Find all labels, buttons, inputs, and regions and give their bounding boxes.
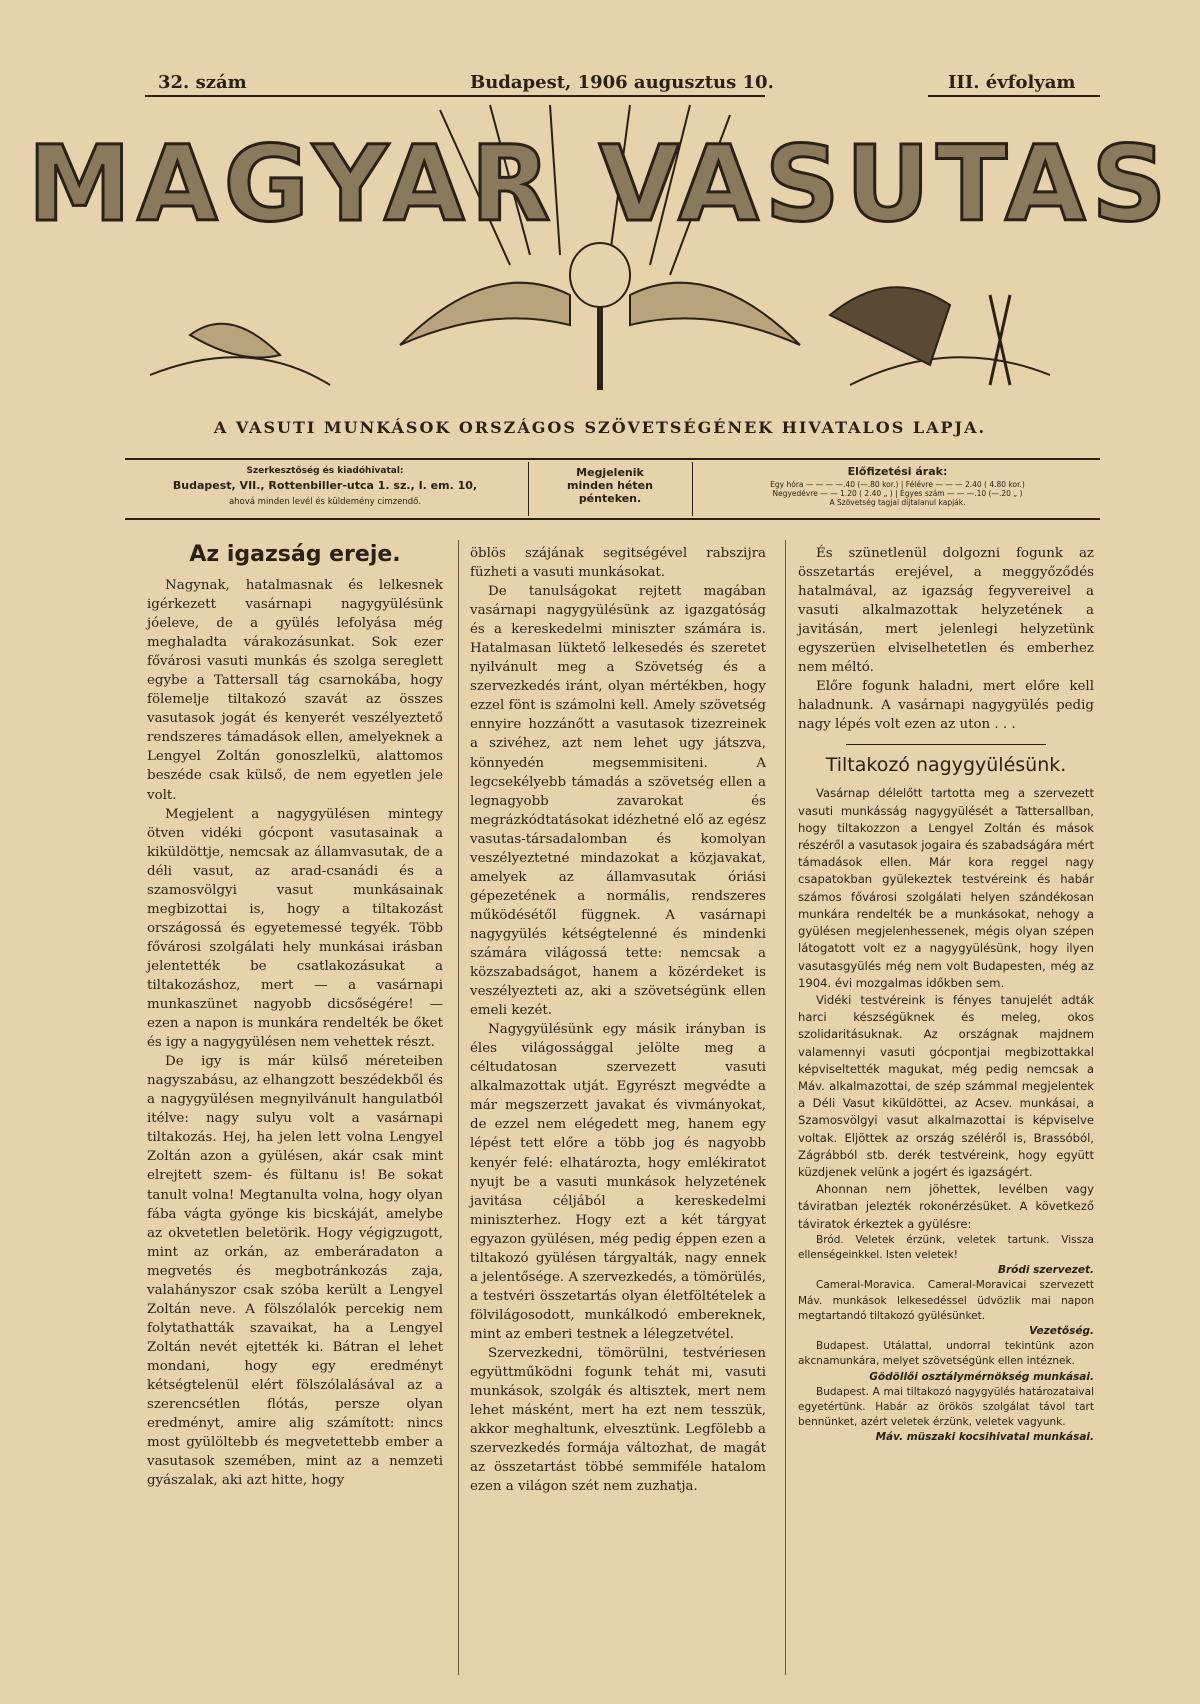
editorial-label: Szerkesztőség és kiadóhivatal: [246, 466, 404, 476]
telegram-list [798, 1233, 1094, 1446]
col3-paragraph-1: És szünetlenül dolgozni fogunk az összetartás erejével, a meggyőződés hatalmával, az igazság fegyvereivel a vasuti alkalmazottak helyzetének a javitásán, mert jelenlegi helyzetünk egyszerüen elviselhetetlen és emberhez nem méltó. [798, 546, 1094, 676]
telegram-budapest-1: Budapest. Utálattal, undorral tekintünk azon akcnamunkára, melyet szövetségünk ellen intéznek. [798, 1340, 1094, 1368]
article-heading-igazsag: Az igazság ereje. [189, 542, 401, 567]
masthead-logo [27, 105, 1173, 405]
telegram-budapest-1-signature: Gödöllői osztálymérnökség munkásai. [869, 1370, 1094, 1383]
col1-paragraph-2: Megjelent a nagygyülésen mintegy ötven vidéki gócpont vasutasainak a kiküldöttje, nemcsak az államvasutak, de a déli vasut, az arad-csanádi és a szamosvölgyi vasut munkásainak megbizottai is, hogy a tiltakozást országossá és egyetemessé tegyék. Több fővárosi szolgálati hely munkásai irásban jelentették be csatlakozásukat a tiltakozáshoz, mert — a vasárnapi munkaszünet nagyobb dicsőségére! — ezen a napon is munkára rendelték be őket és igy a nagygyülésen nem vehettek részt. [147, 806, 443, 1051]
editorial-info [125, 462, 525, 514]
publish-line-3: pénteken. [578, 492, 642, 505]
col2-paragraph-1: öblös szájának segitségével rabszijra füzheti a vasuti munkásokat. [470, 546, 766, 581]
editorial-note: ahová minden levél és küldemény cimzendő. [228, 497, 422, 507]
subscription-title: Előfizetési árak: [847, 465, 948, 478]
article-heading-tiltakozo: Tiltakozó nagygyülésünk. [825, 754, 1067, 777]
col2-paragraph-3: Nagygyülésünk egy másik irányban is éles világossággal jelölte meg a céltudatosan szervezett vasuti alkalmazottak utját. Egyrészt megvédte a már megszerzett javakat és vivmányokat, de ezzel nem elégedett meg, hanem egy lépést tett előre a több jog és nagyobb kenyér felé: elhatározta, hogy emlékiratot nyujt be a vasuti munkások helyzetének javitása céljából a kereskedelmi miniszterhez. Hogy ezt a két tárgyat egyazon gyülésen, még pedig éppen ezen a tiltakozó gyülésen tárgyalták, nagy ennek a jelentősége. A szervezkedés, a tömörülés, a testvéri összetartás olyan életföltételek a fölvilágosodott, munkálkodó embereknek, mint az emberi testnek a lélegzetvétel. [470, 1022, 766, 1342]
editorial-address: Budapest, VII., Rottenbiller-utca 1. sz., I. em. 10, [172, 479, 478, 492]
col1-paragraph-3: De igy is már külső méreteiben nagyszabásu, az elhangzott beszédekből és a nagygyülésen megnyilvánult hangulatból itélve: nagy sulyu volt a vasárnapi tiltakozás. Hej, ha jelen lett volna Lengyel Zoltán azon a gyülésen, akár csak mint elrejtett szem- és fültanu is! Be sokat tanult volna! Megtanulta volna, hogy olyan fába vágta gyönge kis bicskáját, amelybe az okvetetlen beletörik. Hogy végigzugott, mint az orkán, az emberáradaton a megvetés és megbotránkozás zaja, valahányszor csak szóba került a Lengyel Zoltán neve. A fölszólalók percekig nem folytathatták szavaikat, ha a Lengyel Zoltán nevét ejtették ki. Bátran el lehet mondani, hogy egy eredményt kétségtelenül elért fölszólalásával az a szerencsétlen flótás, persze olyan eredményt, amire alig számított: nincs most gyülöltebb és megvetettebb ember a vasutasok szemében, mint az a nemzeti gyászalak, aki azt hitte, hogy [147, 1054, 443, 1489]
infobox-bottom-rule [125, 518, 1100, 520]
header-rule-right [928, 95, 1100, 97]
issue-number: 32. szám [158, 72, 247, 93]
col3-paragraph-3: Vasárnap délelőtt tartotta meg a szervezett vasuti munkásság nagygyülését a Tattersallban, hogy tiltakozzon a Lengyel Zoltán és mások részéről a vasutasok jogaira és szabadságára mért támadások ellen. Már kora reggel nagy csapatokban gyülekeztek testvéreink és habár számos fővárosi szolgálati helyen szándékosan munkára rendelték be a munkásokat, nehogy a gyülésen megjelenhessenek, mégis olyan szépen látogatott volt ez a nagygyülésünk, hogy ilyen vasutasgyülés még nem volt Budapesten, még az 1904. évi mozgalmas időkben sem. [798, 786, 1094, 990]
subscription-row-1: Egy hóra — — — —.40 (—.80 kor.) | Félévre — — — 2.40 ( 4.80 kor.) [770, 480, 1025, 489]
publish-line-2: minden héten [567, 479, 653, 492]
column-1 [147, 540, 443, 1490]
subscription-note: A Szövetség tagjai díjtalanul kapják. [829, 498, 966, 507]
telegram-brod: Bród. Veletek érzünk, veletek tartunk. Vissza ellenségeinkkel. Isten veletek! [798, 1233, 1094, 1261]
subscription-info [695, 462, 1100, 514]
volume-number: III. évfolyam [948, 72, 1076, 93]
column-divider-2 [785, 540, 786, 1675]
telegram-budapest-2-signature: Máv. müszaki kocsihivatal munkásai. [875, 1431, 1094, 1444]
issue-date: Budapest, 1906 augusztus 10. [470, 72, 774, 93]
infobox-divider-2 [692, 462, 693, 516]
masthead-subtitle: A VASUTI MUNKÁSOK ORSZÁGOS SZÖVETSÉGÉNEK HIVATALOS LAPJA. [213, 418, 987, 437]
telegram-cameral-moravica: Cameral-Moravica. Cameral-Moravicai szervezett Máv. munkások lelkesedéssel üdvözlik mai napon megtartandó tiltakozó gyülésünket. [798, 1279, 1094, 1322]
masthead-title-text: MAGYAR VASUTAS [27, 123, 1173, 245]
telegram-brod-signature: Bródi szervezet. [997, 1264, 1094, 1277]
publication-info [530, 462, 690, 514]
col3-paragraph-2: Előre fogunk haladni, mert előre kell haladnunk. A vasárnapi nagygyülés pedig nagy lépés volt ezen az uton . . . [798, 679, 1094, 733]
column-2 [470, 544, 766, 1496]
section-rule [846, 744, 1046, 745]
col3-paragraph-4: Vidéki testvéreink is fényes tanujelét adták harci készségüknek és meleg, okos szolidaritásuknak. Az országnak majdnem valamennyi vasuti gócpontjai megbizottakkal képviseltették magukat, még pedig nemcsak a Máv. alkalmazottai, de szép számmal megjelentek a Déli Vasut kiküldöttei, az Acsev. munkásai, a Szamosvölgyi vasut alkalmazottai is képviselve voltak. Eljöttek az ország széléről is, Brassóból, Zágrábból stb. derék testvéreink, hogy együtt küzdjenek velünk a jogért és igazságért. [798, 992, 1094, 1179]
header-rule [145, 95, 765, 97]
publish-line-1: Megjelenik [576, 466, 644, 479]
infobox-divider-1 [528, 462, 529, 516]
telegram-cameral-moravica-signature: Vezetőség. [1029, 1324, 1094, 1337]
col2-paragraph-2: De tanulságokat rejtett magában vasárnapi nagygyülésünk az igazgatóság és a kereskedelmi miniszter számára is. Hatalmasan lüktető lelkesedés és szeretet nyilvánult meg a Szövetség és a szervezkedés iránt, olyan mértékben, hogy ezzel fönt is számolni kell. Amely szövetség ennyire hozzánőtt a vasutasok tizezreinek a szivéhez, azt nem lehet ugy játszva, könnyedén megsemmisiteni. A legcsekélyebb támadás a szövetség ellen a legnagyobb zavarokat és megrázkódtatásokat idézhetné elő az egész vasutas-társadalomban és komolyan veszélyeztetné mindazokat a közjavakat, amelyek az államvasutak óriási gépezetének a normális, rendszeres működésétől függnek. A vasárnapi nagygyülés kétségtelenné és mindenki számára világossá tette: nemcsak a közszabadságot, hanem a közérdeket is veszélyezteti az, aki a szövetségünk ellen emeli kezét. [470, 584, 766, 1019]
telegram-budapest-2: Budapest. A mai tiltakozó nagygyülés határozataival egyetértünk. Habár az örökös szolgálat távol tart bennünket, azért veletek érzünk, veletek vagyunk. [798, 1385, 1094, 1429]
column-3 [798, 544, 1094, 1446]
column-divider-1 [458, 540, 459, 1675]
col2-paragraph-4: Szervezkedni, tömörülni, testvériesen együttműködni fogunk tehát mi, vasuti munkások, szolgák és altisztek, mert nem lehet másként, mert ha ezt nem tesszük, akkor meghaltunk, elvesztünk. Legfölebb a szervezkedés formája változhat, de magát az összetartást többé semmiféle hatalom ezen a világon szét nem zuzhatja. [470, 1345, 766, 1495]
col1-paragraph-1: Nagynak, hatalmasnak és lelkesnek igérkezett vasárnapi nagygyülésünk jóeleve, de a gyülés lefolyása még meghaladta várakozásunkat. Sok ezer fővárosi vasuti munkás és szolga sereglett egybe a Tattersall tág csarnokába, hogy fölemelje tiltakozó szavát az összes vasutasok jogát és kenyerét veszélyeztető rendszeres támadások ellen, amelyeknek a Lengyel Zoltán gonoszlelkü, alattomos beszéde csak külső, de nem egyetlen jele volt. [147, 578, 443, 803]
subscription-row-2: Negyedévre — — 1.20 ( 2.40 „ ) | Egyes szám — — —.10 (—.20 „ ) [772, 489, 1023, 498]
infobox-top-rule [125, 458, 1100, 460]
col3-paragraph-5: Ahonnan nem jöhettek, levélben vagy táviratban jelezték rokonérzésüket. A következő táviratok érkeztek a gyülésre: [798, 1182, 1094, 1231]
